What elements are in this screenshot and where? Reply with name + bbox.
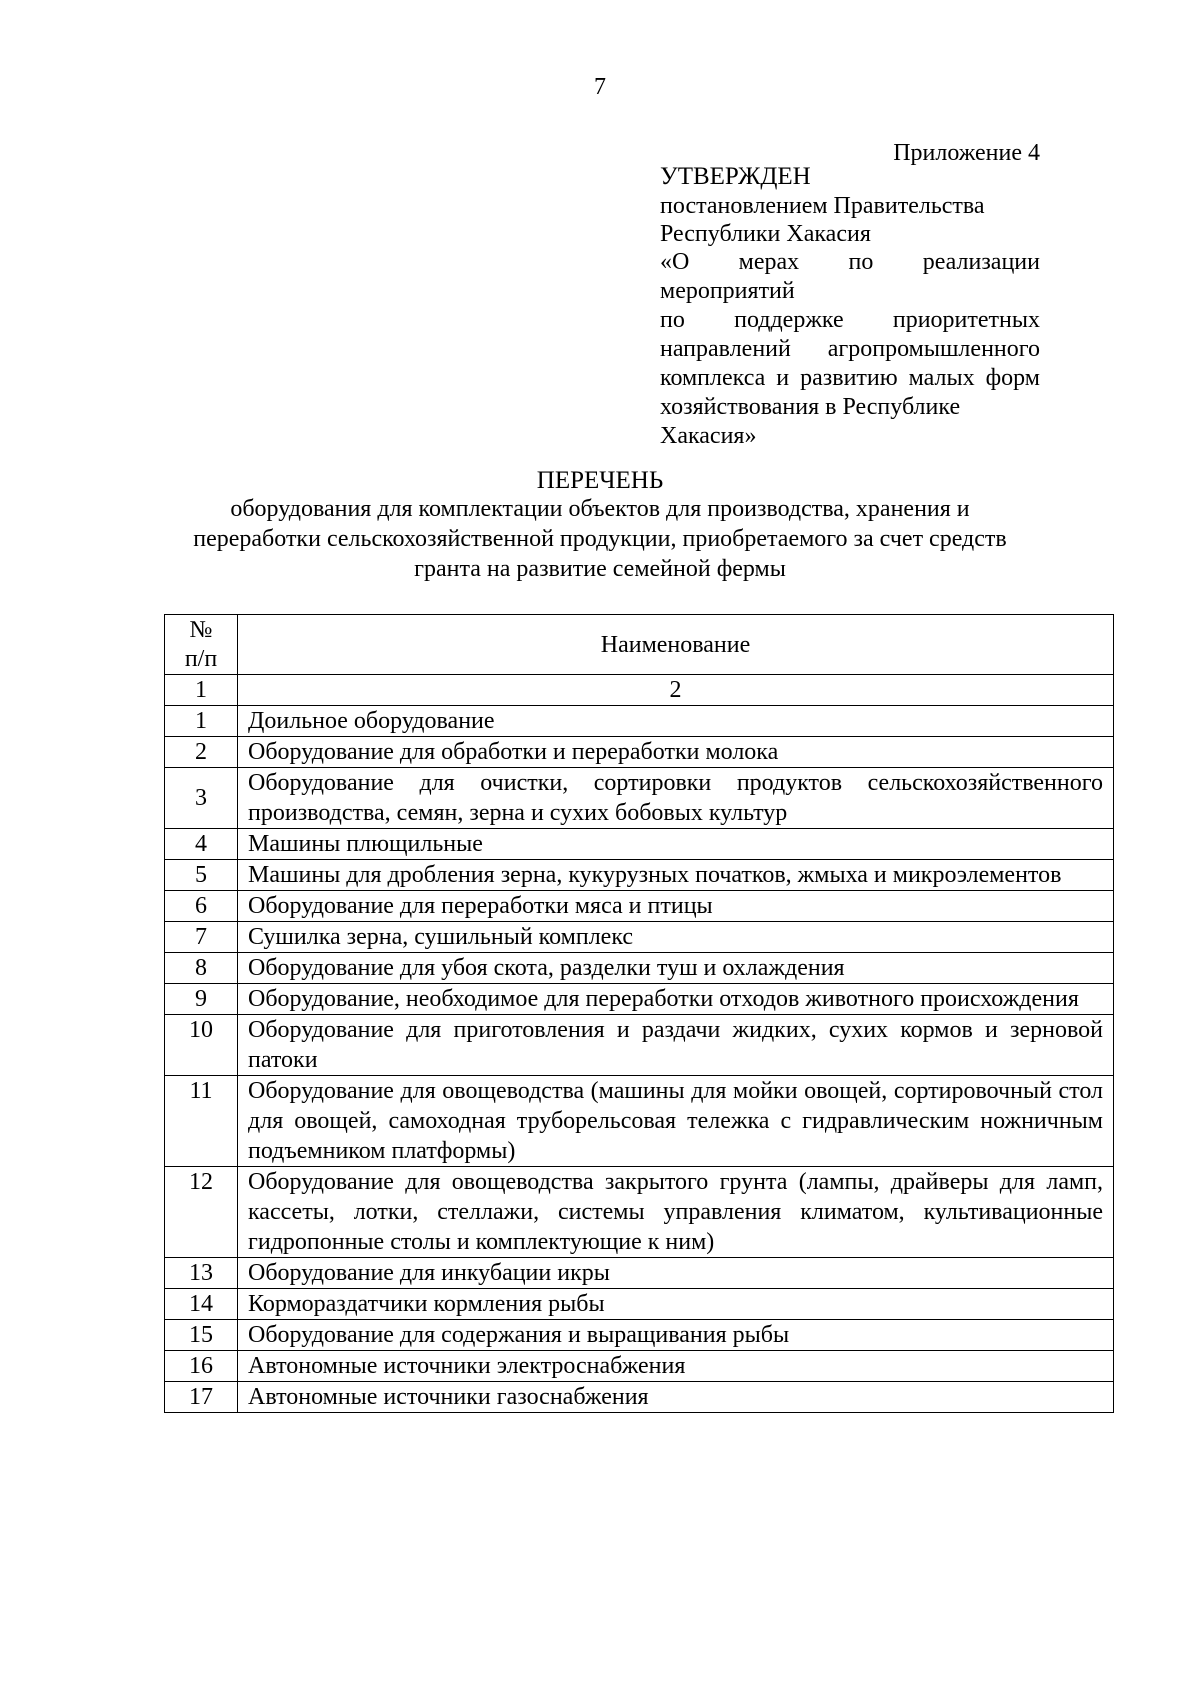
row-number: 13 <box>165 1258 238 1289</box>
approval-line: по поддержке приоритетных <box>660 307 1040 333</box>
row-name: Оборудование для очистки, сортировки продуктов сельскохозяйственного производства, семян, зерна и сухих бобовых культур <box>238 768 1114 829</box>
row-name: Оборудование для обработки и переработки молока <box>238 737 1114 768</box>
row-number: 4 <box>165 829 238 860</box>
row-number: 2 <box>165 737 238 768</box>
subtitle-line: переработки сельскохозяйственной продукции, приобретаемого за счет средств <box>193 526 1007 552</box>
row-name: Оборудование для переработки мяса и птицы <box>238 891 1114 922</box>
document-subtitle <box>0 494 1200 584</box>
approval-line: Республики Хакасия <box>660 221 871 247</box>
appendix-label: Приложение 4 <box>893 140 1040 166</box>
table-column-index-row <box>165 675 1114 706</box>
table-header-row <box>165 615 1114 675</box>
row-name: Кормораздатчики кормления рыбы <box>238 1289 1114 1320</box>
table-row <box>165 984 1114 1015</box>
row-number: 3 <box>165 768 238 829</box>
row-name: Оборудование для убоя скота, разделки туш и охлаждения <box>238 953 1114 984</box>
row-number: 14 <box>165 1289 238 1320</box>
approval-line: хозяйствования в Республике Хакасия» <box>660 394 961 449</box>
row-number: 15 <box>165 1320 238 1351</box>
row-name: Автономные источники газоснабжения <box>238 1382 1114 1413</box>
approval-line: направлений агропромышленного <box>660 336 1040 362</box>
page-number: 7 <box>594 74 606 100</box>
table-row <box>165 1076 1114 1167</box>
header-number <box>165 615 238 675</box>
row-number: 10 <box>165 1015 238 1076</box>
row-name: Оборудование для овощеводства закрытого грунта (лампы, драйверы для ламп, кассеты, лотки, стеллажи, системы управления климатом, культивационные гидропонные столы и комплектующие к ним) <box>238 1167 1114 1258</box>
approval-line: «О мерах по реализации мероприятий <box>660 249 1040 304</box>
row-number: 1 <box>165 706 238 737</box>
row-number: 16 <box>165 1351 238 1382</box>
row-name: Оборудование для инкубации икры <box>238 1258 1114 1289</box>
column-index-name: 2 <box>238 675 1114 706</box>
table-body <box>165 706 1114 1413</box>
equipment-table <box>164 614 1114 1413</box>
table-row <box>165 891 1114 922</box>
row-number: 11 <box>165 1076 238 1167</box>
approval-block <box>660 162 1040 451</box>
table-row <box>165 737 1114 768</box>
approval-heading: УТВЕРЖДЕН <box>660 163 811 190</box>
row-number: 9 <box>165 984 238 1015</box>
subtitle-line: оборудования для комплектации объектов для производства, хранения и <box>230 496 970 522</box>
row-name: Оборудование, необходимое для переработки отходов животного происхождения <box>238 984 1114 1015</box>
table-row <box>165 768 1114 829</box>
table-row <box>165 1167 1114 1258</box>
table-row <box>165 953 1114 984</box>
header-number-abbr: п/п <box>184 645 218 672</box>
table-row <box>165 860 1114 891</box>
table-row <box>165 1351 1114 1382</box>
table-row <box>165 1382 1114 1413</box>
approval-line: постановлением Правительства <box>660 193 985 219</box>
table-row <box>165 922 1114 953</box>
row-number: 12 <box>165 1167 238 1258</box>
row-number: 17 <box>165 1382 238 1413</box>
row-name: Доильное оборудование <box>238 706 1114 737</box>
document-title: ПЕРЕЧЕНЬ <box>536 467 664 494</box>
table-row <box>165 829 1114 860</box>
row-name: Оборудование для приготовления и раздачи жидких, сухих кормов и зерновой патоки <box>238 1015 1114 1076</box>
row-number: 8 <box>165 953 238 984</box>
table-row <box>165 706 1114 737</box>
table-row <box>165 1258 1114 1289</box>
row-name: Оборудование для содержания и выращивания рыбы <box>238 1320 1114 1351</box>
column-index-number: 1 <box>165 675 238 706</box>
row-number: 6 <box>165 891 238 922</box>
table-row <box>165 1320 1114 1351</box>
row-name: Оборудование для овощеводства (машины для мойки овощей, сортировочный стол для овощей, самоходная труборельсовая тележка с гидравлическим ножничным подъемником платформы) <box>238 1076 1114 1167</box>
row-number: 7 <box>165 922 238 953</box>
row-number: 5 <box>165 860 238 891</box>
header-number-symbol: № <box>189 616 213 643</box>
approval-line: комплекса и развитию малых форм <box>660 365 1040 391</box>
header-name: Наименование <box>238 615 1114 675</box>
row-name: Автономные источники электроснабжения <box>238 1351 1114 1382</box>
row-name: Машины плющильные <box>238 829 1114 860</box>
row-name: Машины для дробления зерна, кукурузных початков, жмыха и микроэлементов <box>238 860 1114 891</box>
table-row <box>165 1015 1114 1076</box>
row-name: Сушилка зерна, сушильный комплекс <box>238 922 1114 953</box>
subtitle-line: гранта на развитие семейной фермы <box>414 556 786 582</box>
table-row <box>165 1289 1114 1320</box>
